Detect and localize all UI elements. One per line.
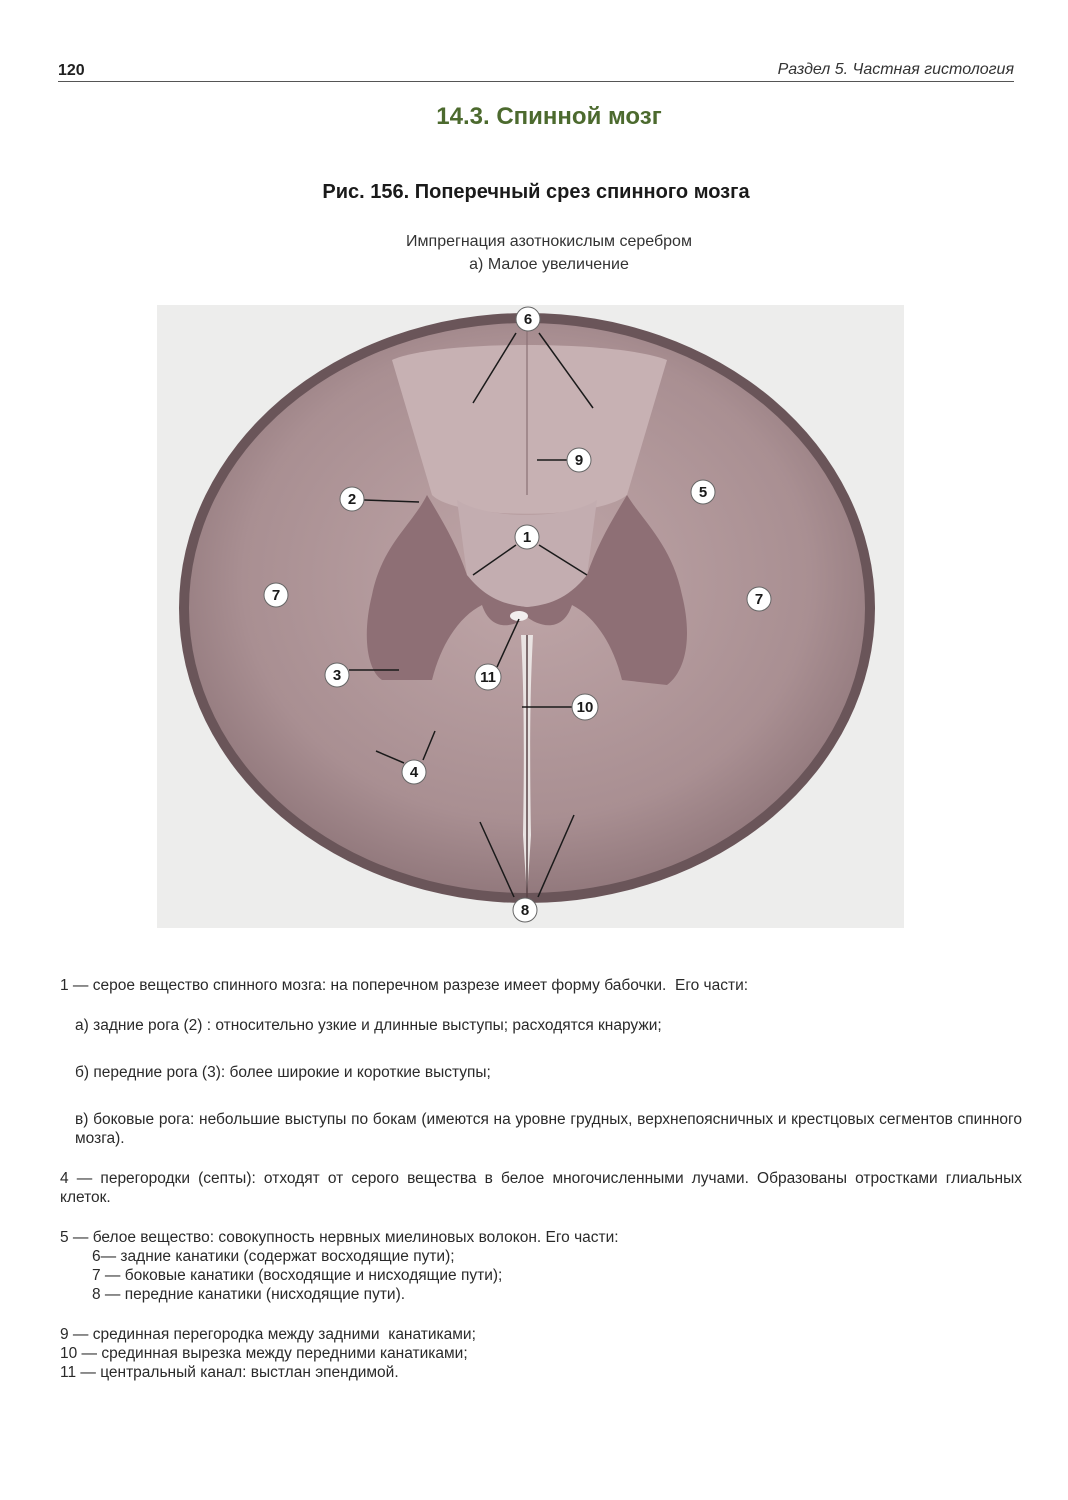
figure-legend (60, 976, 1022, 1382)
callout-7-right (747, 587, 771, 611)
callout-2 (340, 487, 364, 511)
legend-item-1a: а) задние рога (2) : относительно узкие и длинные выступы; расходятся кнаружи; (75, 1017, 662, 1034)
callout-8 (513, 898, 537, 922)
legend-item-10: 10 — срединная вырезка между передними канатиками; (60, 1345, 468, 1362)
callout-2-label: 2 (347, 491, 357, 508)
callout-10-label: 10 (576, 699, 594, 716)
callout-1-label: 1 (522, 529, 532, 546)
callout-7-left (264, 583, 288, 607)
legend-item-5: 5 — белое вещество: совокупность нервных миелиновых волокон. Его части: (60, 1229, 619, 1246)
figure-magnification: а) Малое увеличение (469, 256, 629, 273)
legend-item-1: 1 — серое вещество спинного мозга: на поперечном разрезе имеет форму бабочки. Его части: (60, 977, 749, 994)
legend-item-11: 11 — центральный канал: выстлан эпендимой. (60, 1364, 399, 1381)
figure-stain: Импрегнация азотнокислым серебром (406, 233, 692, 250)
page-number: 120 (58, 62, 85, 79)
callout-6-label: 6 (523, 311, 533, 328)
legend-item-1b: б) передние рога (3): более широкие и короткие выступы; (75, 1064, 491, 1081)
figure-title: Рис. 156. Поперечный срез спинного мозга (322, 181, 750, 203)
callout-9 (567, 448, 591, 472)
section-heading: Раздел 5. Частная гистология (777, 61, 1014, 78)
callout-11 (475, 664, 501, 690)
legend-item-1c: в) боковые рога: небольшие выступы по бокам (имеются на уровне грудных, верхнепоясничных и крестцовых сегментов спинного мозга). (75, 1111, 1022, 1147)
callout-3-label: 3 (332, 667, 342, 684)
posterior-columns (392, 345, 667, 514)
legend-item-7: 7 — боковые канатики (восходящие и нисходящие пути); (92, 1267, 503, 1284)
callout-11-label: 11 (480, 669, 496, 686)
callout-4-label: 4 (409, 764, 419, 781)
legend-item-4: 4 — перегородки (септы): отходят от серого вещества в белое многочисленными лучами. Образованы отростками глиальных клеток. (60, 1170, 1022, 1206)
callout-5 (691, 480, 715, 504)
callout-7-left-label: 7 (271, 587, 281, 604)
callout-8-label: 8 (520, 902, 530, 919)
spinal-cord-micrograph (157, 305, 904, 928)
callout-9-label: 9 (574, 452, 584, 469)
legend-item-9: 9 — срединная перегородка между задними канатиками; (60, 1326, 476, 1343)
callout-7-right-label: 7 (754, 591, 764, 608)
callout-6 (516, 307, 540, 331)
callout-1 (515, 525, 539, 549)
callout-4 (402, 760, 426, 784)
callout-10 (572, 694, 598, 720)
legend-item-6: 6— задние канатики (содержат восходящие пути); (92, 1248, 455, 1265)
legend-item-8: 8 — передние канатики (нисходящие пути). (92, 1286, 406, 1303)
callout-3 (325, 663, 349, 687)
callout-5-label: 5 (698, 484, 708, 501)
header-rule (58, 81, 1014, 82)
chapter-title: 14.3. Спинной мозг (436, 103, 662, 130)
